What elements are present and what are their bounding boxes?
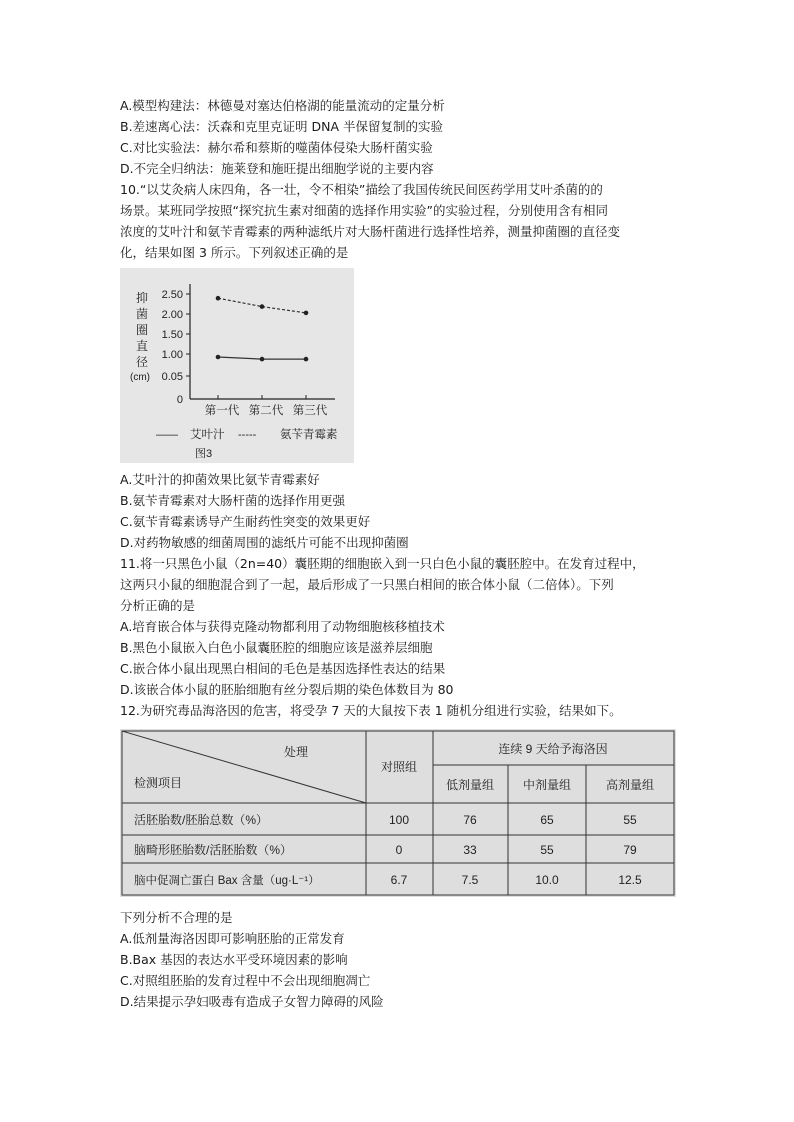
q9-option-a: A.模型构建法：林德曼对塞达伯格湖的能量流动的定量分析 [120,98,445,113]
table-cell: 6.7 [390,873,408,887]
q10-option-a: A.艾叶汁的抑菌效果比氨苄青霉素好 [120,472,320,487]
table-cell: 65 [540,813,554,827]
y-axis-label-char: 径 [135,355,149,369]
legend-dashed-mark: ----- [238,429,257,441]
x-tick-label: 第三代 [292,405,328,417]
table-cell: 79 [623,843,637,857]
table-cell: 12.5 [618,873,642,887]
table-cell: 0 [395,843,403,857]
q11-option-b: B.黑色小鼠嵌入白色小鼠囊胚腔的细胞应该是滋养层细胞 [120,640,433,655]
y-axis-label-char: 菌 [135,307,149,321]
table-corner-processing: 处理 [284,745,309,759]
table-cell: 76 [463,813,477,827]
q10-stem-line-4: 化，结果如图 3 所示。下列叙述正确的是 [120,245,349,260]
series-point-2 [260,304,265,309]
table-cell: 55 [623,813,637,827]
q10-stem-line-1: 10.“以艾灸病人床四角，各一壮，令不相染”描绘了我国传统民间医药学用艾叶杀菌的的 [120,182,603,197]
y-tick-label: 2.50 [161,289,183,301]
table-header-mid-dose: 中剂量组 [522,778,572,792]
q10-option-c: C.氨苄青霉素诱导产生耐药性突变的效果更好 [120,514,371,529]
q10-stem-line-3: 浓度的艾叶汁和氨苄青霉素的两种滤纸片对大肠杆菌进行选择性培养，测量抑菌圈的直径变 [120,224,621,239]
figure-caption: 图3 [195,448,213,460]
series-point-1 [216,355,221,360]
q11-stem-line-2: 这两只小鼠的细胞混合到了一起，最后形成了一只黑白相间的嵌合体小鼠（二倍体）。下列 [120,577,614,592]
table-row-label: 脑畸形胚胎数/活胚胎数（%） [134,843,293,857]
y-axis-unit: (cm) [130,372,150,383]
y-tick-label: 0.05 [161,371,183,383]
series-point-2 [304,311,309,316]
table-cell: 10.0 [535,873,559,887]
y-tick-label: 1.50 [161,329,183,341]
y-axis-label-char: 圈 [135,323,149,337]
y-axis-label [130,290,150,383]
legend-solid-label: 艾叶汁 [190,429,225,441]
q9-option-b: B.差速离心法：沃森和克里克证明 DNA 半保留复制的实验 [120,119,444,134]
table-cell: 33 [463,843,477,857]
y-tick-label: 1.00 [161,349,183,361]
table-cell: 100 [388,813,410,827]
x-tick-label: 第一代 [204,405,240,417]
table-row-label: 脑中促凋亡蛋白 Bax 含量（ug·L⁻¹） [134,875,320,887]
table-cell: 55 [540,843,554,857]
q9-option-d: D.不完全归纳法：施莱登和施旺提出细胞学说的主要内容 [120,161,434,176]
legend-solid-mark: —— [156,429,178,441]
chart-legend [156,427,338,441]
q12-results-table [120,729,676,897]
q12-question: 下列分析不合理的是 [120,910,233,925]
table-row-label: 活胚胎数/胚胎总数（%） [134,813,269,827]
q12-stem: 12.为研究毒品海洛因的危害，将受孕 7 天的大鼠按下表 1 随机分组进行实验，结果如下。 [120,703,622,718]
q12-option-b: B.Bax 基因的表达水平受环境因素的影响 [120,952,348,967]
q11-option-d: D.该嵌合体小鼠的胚胎细胞有丝分裂后期的染色体数目为 80 [120,682,454,697]
y-axis-label-char: 直 [135,339,149,353]
table-header-high-dose: 高剂量组 [605,778,655,792]
y-axis-label-char: 抑 [135,291,149,305]
q11-option-c: C.嵌合体小鼠出现黑白相间的毛色是基因选择性表达的结果 [120,661,446,676]
x-axis-ticks [205,395,328,417]
chart-series [216,296,309,362]
q11-stem-line-3: 分析正确的是 [120,598,196,613]
table-header-heroin: 连续 9 天给予海洛因 [498,742,608,756]
y-tick-label: 0 [176,394,183,406]
series-point-1 [304,357,309,362]
series-point-2 [216,296,221,301]
table-header-low-dose: 低剂量组 [445,778,495,792]
y-axis-ticks [162,289,190,406]
q12-table-svg [120,729,676,897]
q10-option-b: B.氨苄青霉素对大肠杆菌的选择作用更强 [120,493,346,508]
y-tick-label: 2.00 [161,309,183,321]
table-cell: 7.5 [461,873,479,887]
series-point-1 [260,357,265,362]
figure-3-svg [120,268,354,463]
q10-option-d: D.对药物敏感的细菌周围的滤纸片可能不出现抑菌圈 [120,535,409,550]
table-corner-detection: 检测项目 [134,776,183,790]
q12-option-d: D.结果提示孕妇吸毒有造成子女智力障碍的风险 [120,994,384,1009]
table-header-control: 对照组 [380,760,418,774]
x-tick-label: 第二代 [248,405,284,417]
legend-dashed-label: 氨苄青霉素 [280,429,338,441]
q12-option-c: C.对照组胚胎的发育过程中不会出现细胞凋亡 [120,973,371,988]
q11-stem-line-1: 11.将一只黑色小鼠（2n=40）囊胚期的细胞嵌入到一只白色小鼠的囊胚腔中。在发育过程中， [120,556,645,571]
q9-option-c: C.对比实验法：赫尔希和蔡斯的噬菌体侵染大肠杆菌实验 [120,140,433,155]
figure-3-chart [120,268,354,463]
q11-option-a: A.培育嵌合体与获得克隆动物都利用了动物细胞核移植技术 [120,619,445,634]
q10-stem-line-2: 场景。某班同学按照“探究抗生素对细菌的选择作用实验”的实验过程，分别使用含有相同 [120,203,608,218]
q12-option-a: A.低剂量海洛因即可影响胚胎的正常发育 [120,931,345,946]
